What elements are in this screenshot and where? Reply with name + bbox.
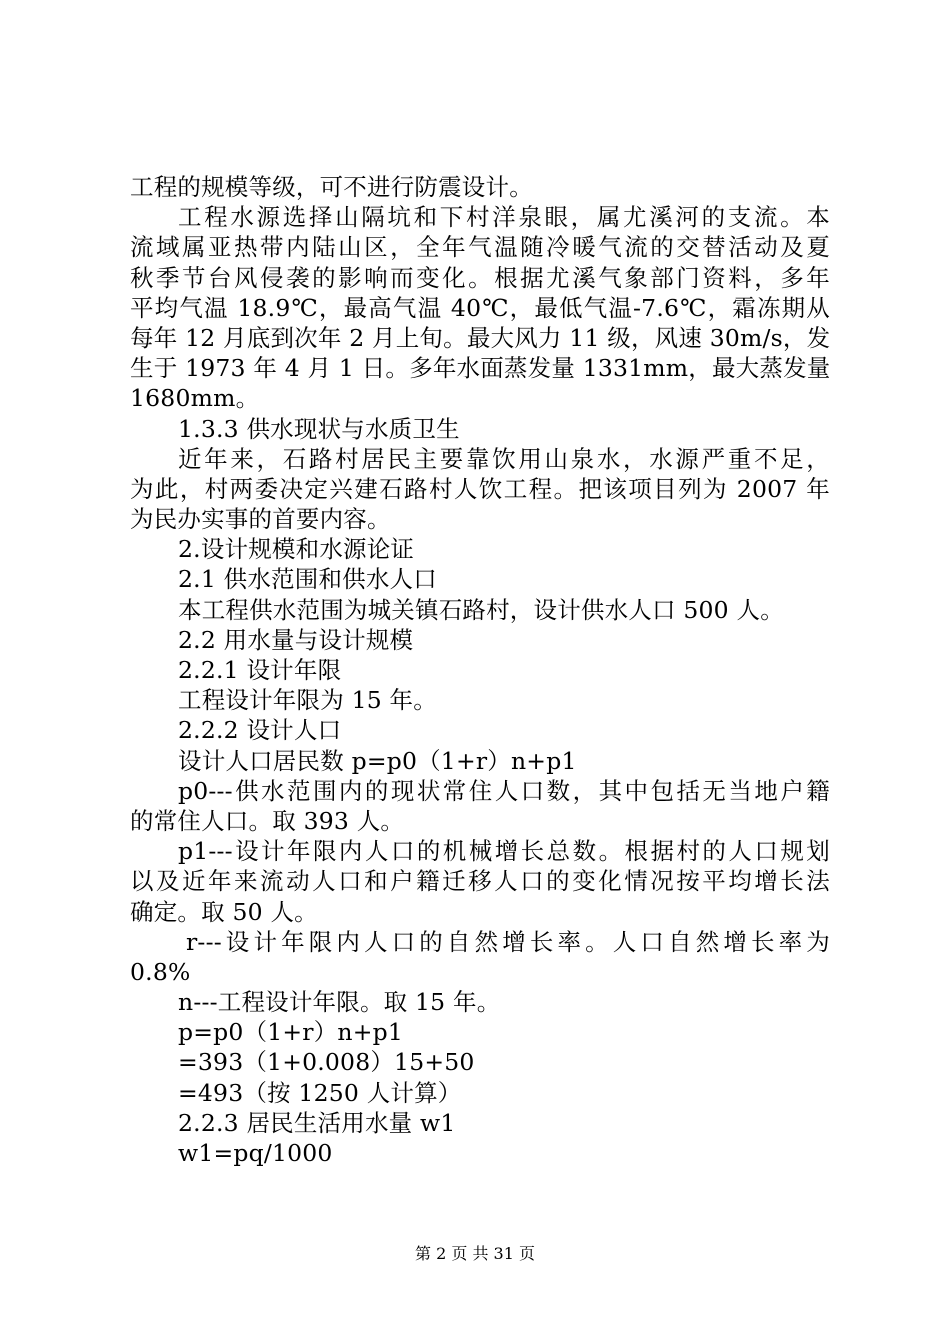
page-footer: 第 2 页 共 31 页 (415, 1244, 535, 1263)
formula-line: p=p0（1+r）n+p1 (178, 1018, 404, 1047)
text-line: 为此，村两委决定兴建石路村人饮工程。把该项目列为 2007 年 (130, 474, 830, 503)
text-line: r---设计年限内人口的自然增长率。人口自然增长率为 (186, 927, 830, 956)
formula-line: w1=pq/1000 (178, 1139, 333, 1167)
text-line: 每年 12 月底到次年 2 月上旬。最大风力 11 级，风速 30m/s，发 (130, 323, 831, 352)
text-line: 本工程供水范围为城关镇石路村，设计供水人口 500 人。 (178, 595, 784, 624)
text-line: 工程水源选择山隔坑和下村洋泉眼，属尤溪河的支流。本 (178, 203, 830, 232)
document-body (130, 172, 830, 1168)
text-line: 流域属亚热带内陆山区，全年气温随冷暖气流的交替活动及夏 (130, 233, 830, 262)
formula-line: =493（按 1250 人计算） (178, 1078, 462, 1107)
text-line: 1680mm。 (130, 384, 260, 413)
text-line: 平均气温 18.9℃，最高气温 40℃，最低气温-7.6℃，霜冻期从 (130, 293, 830, 322)
text-line: 生于 1973 年 4 月 1 日。多年水面蒸发量 1331mm，最大蒸发量 (130, 354, 831, 383)
text-line: 确定。取 50 人。 (130, 897, 318, 926)
text-line: 工程的规模等级，可不进行防震设计。 (130, 173, 533, 201)
text-line: p1---设计年限内人口的机械增长总数。根据村的人口规划 (178, 837, 830, 866)
section-heading: 2.2 用水量与设计规模 (178, 625, 414, 654)
text-line: 为民办实事的首要内容。 (130, 505, 391, 534)
text-line: 近年来，石路村居民主要靠饮用山泉水，水源严重不足， (178, 444, 830, 473)
text-line: 0.8% (130, 957, 191, 986)
text-line: 的常住人口。取 393 人。 (130, 806, 405, 835)
text-line: 工程设计年限为 15 年。 (178, 686, 437, 715)
section-heading: 2.2.1 设计年限 (178, 656, 342, 684)
section-heading: 2.设计规模和水源论证 (178, 535, 415, 564)
section-heading: 2.2.2 设计人口 (178, 716, 342, 745)
section-heading: 1.3.3 供水现状与水质卫生 (178, 414, 460, 443)
text-line: 秋季节台风侵袭的影响而变化。根据尤溪气象部门资料，多年 (130, 263, 830, 292)
formula-line: 设计人口居民数 p=p0（1+r）n+p1 (178, 746, 577, 775)
text-line: 以及近年来流动人口和户籍迁移人口的变化情况按平均增长法 (130, 867, 830, 896)
section-heading: 2.2.3 居民生活用水量 w1 (178, 1108, 456, 1137)
text-line: p0---供水范围内的现状常住人口数，其中包括无当地户籍 (178, 776, 830, 805)
section-heading: 2.1 供水范围和供水人口 (178, 565, 437, 594)
text-line: n---工程设计年限。取 15 年。 (178, 988, 501, 1017)
formula-line: =393（1+0.008）15+50 (178, 1048, 475, 1077)
